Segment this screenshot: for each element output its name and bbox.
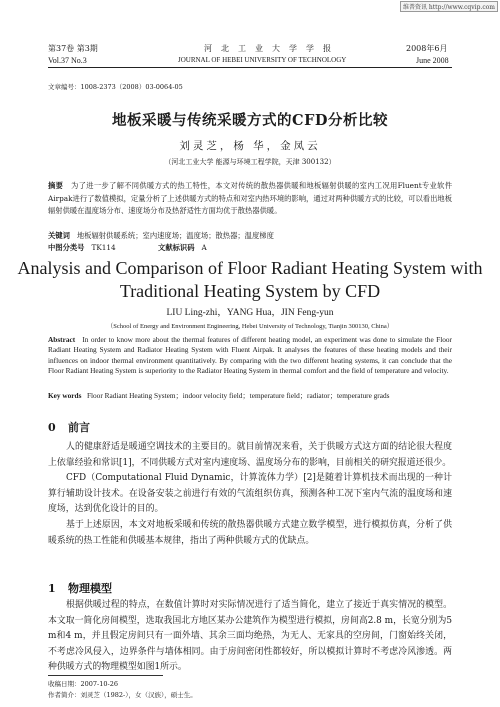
header-journal-cn: 河北工业大学学报 — [204, 44, 340, 53]
class-cn-code: TK114 — [91, 243, 116, 252]
section-1-number: 1 — [48, 582, 56, 595]
doc-code: A — [201, 243, 207, 252]
title-en-line-2: Traditional Heating System by CFD — [119, 281, 381, 301]
section-0-title: 前言 — [68, 421, 90, 434]
section-1-body — [48, 598, 452, 676]
abstract-en — [48, 335, 452, 376]
header-rule — [48, 67, 452, 68]
title-en-line-1: Analysis and Comparison of Floor Radiant Heating System with — [17, 258, 483, 278]
section-0-body — [48, 440, 452, 549]
abstract-cn-text: 为了进一步了解不同供暖方式的热工特性，本文对传统的散热器供暖和地板辐射供暖的室内工况用Fluent专业软件Airpak进行了数值模拟，定量分析了上述供暖方式的特点和对室内热环境的影响，通过对两种供暖方式的比较，可以看出地板辐射供暖在温度场分布、速度场分布及热舒适性方面均优于散热器供暖。 — [48, 181, 452, 215]
keywords-cn-label: 关键词 — [48, 231, 70, 240]
header-date-en: June 2008 — [416, 56, 449, 65]
abstract-en-label: Abstract — [48, 335, 76, 344]
section-1-title: 物理模型 — [68, 582, 112, 595]
authors-en: LIU Ling-zhi，YANG Hua，JIN Feng-yun — [166, 308, 334, 318]
header-journal-en: JOURNAL OF HEBEI UNIVERSITY OF TECHNOLOGY — [178, 56, 347, 64]
keywords-en — [48, 391, 452, 401]
section-1-paragraph: 根据供暖过程的特点，在数值计算时对实际情况进行了适当简化，建立了接近于真实情况的模型。本文取一简化房间模型，选取我国北方地区某办公建筑作为模型进行模拟，房间高2.8 m，长宽分别为5 m和4 m，并且假定房间只有一面外墙、其余三面均绝热，为无人、无家具的空房间，门窗始终关闭，不考虑冷风侵入，边界条件与墙体相同。由于房间密闭性都较好，所以模拟计算时不考虑冷风渗透。两种供暖方式的物理模型如图1所示。 — [48, 600, 452, 673]
keywords-cn — [48, 230, 452, 243]
authors-cn: 刘灵芝，杨 华，金凤云 — [179, 140, 321, 152]
doc-code-label: 文献标识码 — [158, 243, 195, 252]
section-1-heading — [48, 580, 112, 596]
section-0-paragraph: 人的健康舒适是暖通空调技术的主要目的。就目前情况来看，关于供暖方式这方面的结论很大程度上依靠经验和常识[1]，不同供暖方式对室内速度场、温度场分布的影响，目前相关的研究报道还很少。 — [48, 442, 452, 468]
header-volume-cn: 第37卷 第3期 — [48, 44, 98, 53]
section-0-heading — [48, 419, 90, 435]
watermark-badge: 维普资讯 http://www.cqvip.com — [400, 1, 498, 12]
article-number: 文章编号：1008-2373（2008）03-0064-05 — [48, 83, 183, 91]
header-date-cn: 2008年6月 — [406, 44, 448, 53]
affiliation-en: （School of Energy and Environment Engineering, Hebei University of Technology, Tianjin 300130, China） — [106, 323, 394, 330]
abstract-cn-label: 摘要 — [48, 181, 64, 190]
keywords-en-label: Key words — [48, 391, 82, 400]
footnote-author: 作者简介：刘灵芝（1982-），女（汉族），硕士生。 — [48, 691, 197, 699]
affiliation-cn: （河北工业大学 能源与环境工程学院，天津 300132） — [164, 158, 336, 166]
section-0-paragraph: 基于上述原因，本文对地板采暖和传统的散热器供暖方式建立数学模型，进行模拟仿真，分析了供暖系统的热工性能和供暖基本规律，指出了两种供暖方式的优缺点。 — [48, 519, 452, 546]
section-0-paragraph: CFD（Computational Fluid Dynamic，计算流体力学）[2]是随着计算机技术而出现的一种计算行辅助设计技术。在设备安装之前进行有效的气流组织仿真，预测各种工况下室内气流的温度场和速度场，达到优化设计的目的。 — [48, 473, 452, 515]
title-cn: 地板采暖与传统采暖方式的CFD分析比较 — [112, 112, 388, 129]
abstract-en-text: In order to know more about the thermal features of different heating model, an experiment was done to simulate the Floor Radiant Heating System and Radiator Heating System with Fluent Airpak. It analyses the features of these heating models and their influences on indoor thermal environment quantitatively. By comparing with the two different heating systems, it can conclude that the Floor Radiant Heating System is superiority to the Radiator Heating System in thermal comfort and the field of temperature and velocity. — [48, 335, 452, 375]
keywords-cn-text: 地板辐射供暖系统；室内速度场；温度场；散热器；温度梯度 — [76, 231, 274, 240]
abstract-cn — [48, 180, 452, 218]
keywords-en-text: Floor Radiant Heating System；indoor velocity field；temperature field；radiator；temperature grads — [86, 391, 390, 400]
footnote-received: 收稿日期：2007-10-26 — [48, 680, 118, 688]
classification-cn — [48, 242, 452, 255]
section-0-number: 0 — [48, 421, 56, 434]
footnote-rule — [48, 675, 163, 676]
class-cn-label: 中图分类号 — [48, 243, 85, 252]
header-volume-en: Vol.37 No.3 — [48, 56, 87, 65]
